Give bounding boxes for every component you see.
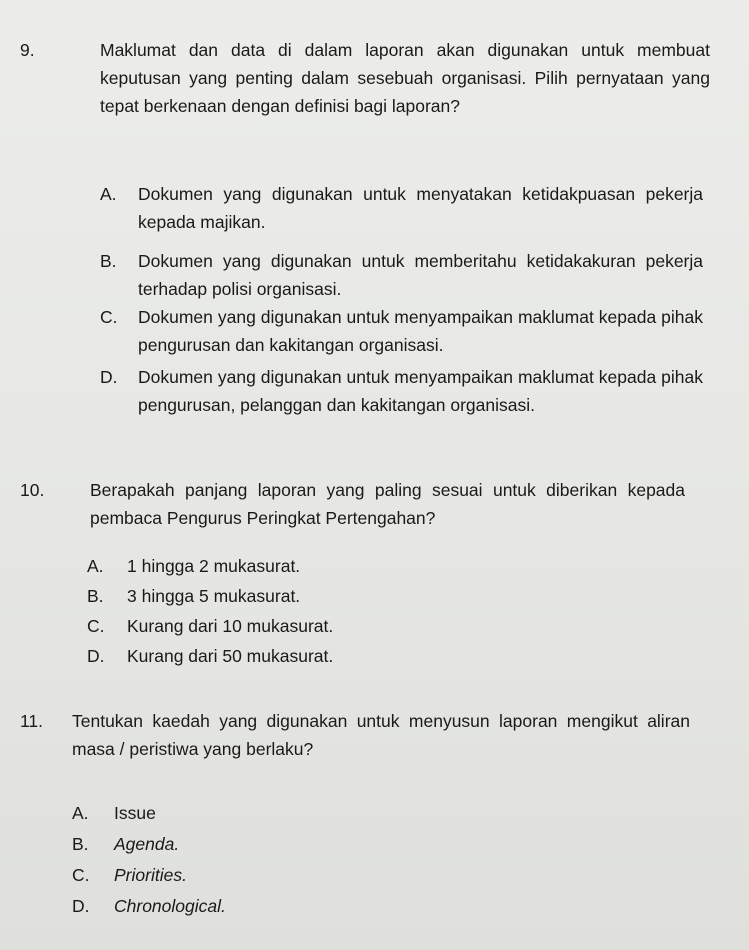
option-c[interactable]	[72, 861, 372, 892]
question-number: 9.	[20, 40, 35, 60]
question-11-options	[72, 799, 372, 923]
question-text: Tentukan kaedah yang digunakan untuk menyusun laporan mengikut aliran masa / peristiwa yang berlaku?	[72, 711, 690, 759]
question-9-options	[100, 180, 703, 423]
option-text: Kurang dari 10 mukasurat.	[127, 616, 334, 636]
option-text: 1 hingga 2 mukasurat.	[127, 556, 301, 576]
option-letter: C.	[72, 865, 90, 885]
question-number: 11.	[20, 711, 44, 731]
question-10	[20, 476, 685, 532]
option-c[interactable]	[100, 303, 703, 363]
option-text: Dokumen yang digunakan untuk menyampaikan maklumat kepada pihak pengurusan dan kakitangan organisasi.	[138, 307, 703, 355]
option-a[interactable]	[87, 552, 487, 582]
question-10-options	[87, 552, 487, 672]
option-text: Agenda.	[114, 834, 180, 854]
option-text: Dokumen yang digunakan untuk menyatakan ketidakpuasan pekerja kepada majikan.	[138, 184, 703, 232]
option-letter: B.	[87, 586, 104, 606]
option-letter: B.	[100, 251, 117, 271]
option-text: Dokumen yang digunakan untuk menyampaikan maklumat kepada pihak pengurusan, pelanggan dan kakitangan organisasi.	[138, 367, 703, 415]
option-letter: C.	[87, 616, 105, 636]
option-c[interactable]	[87, 612, 487, 642]
option-d[interactable]	[100, 363, 703, 423]
option-text: Issue	[114, 803, 156, 823]
option-d[interactable]	[87, 642, 487, 672]
option-b[interactable]	[72, 830, 372, 861]
question-number: 10.	[20, 480, 45, 500]
option-letter: D.	[87, 646, 105, 666]
option-letter: A.	[100, 184, 117, 204]
question-9	[20, 36, 710, 120]
question-11	[20, 707, 690, 763]
option-letter: D.	[72, 896, 90, 916]
question-text: Maklumat dan data di dalam laporan akan digunakan untuk membuat keputusan yang penting dalam sesebuah organisasi. Pilih pernyataan yang tepat berkenaan dengan definisi bagi laporan?	[100, 40, 710, 116]
option-text: Dokumen yang digunakan untuk memberitahu ketidakakuran pekerja terhadap polisi organisasi.	[138, 251, 703, 299]
question-text: Berapakah panjang laporan yang paling sesuai untuk diberikan kepada pembaca Pengurus Peringkat Pertengahan?	[90, 480, 685, 528]
option-letter: D.	[100, 367, 118, 387]
option-text: Chronological.	[114, 896, 226, 916]
option-letter: C.	[100, 307, 118, 327]
option-d[interactable]	[72, 892, 372, 923]
option-text: Priorities.	[114, 865, 187, 885]
option-letter: B.	[72, 834, 89, 854]
option-letter: A.	[72, 803, 89, 823]
option-letter: A.	[87, 556, 104, 576]
option-text: Kurang dari 50 mukasurat.	[127, 646, 334, 666]
option-b[interactable]	[87, 582, 487, 612]
option-a[interactable]	[72, 799, 372, 830]
option-a[interactable]	[100, 180, 703, 247]
option-b[interactable]	[100, 247, 703, 303]
option-text: 3 hingga 5 mukasurat.	[127, 586, 301, 606]
